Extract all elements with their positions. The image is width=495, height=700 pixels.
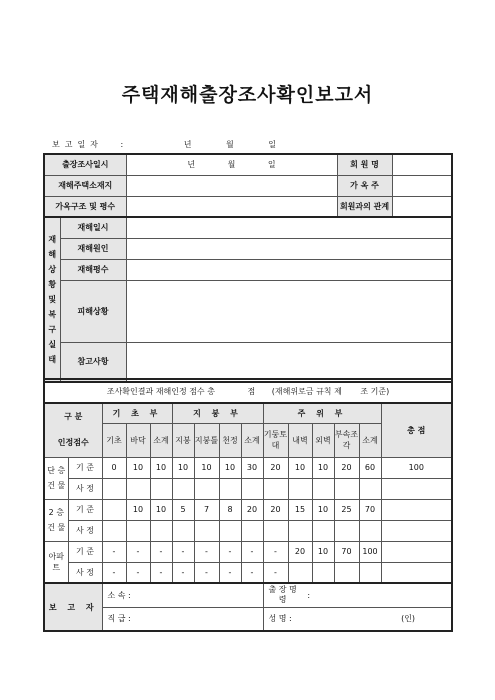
- score-cell: 20: [288, 541, 312, 562]
- notes-value[interactable]: [126, 342, 452, 382]
- disaster-area-value[interactable]: [126, 259, 452, 280]
- actual-cell[interactable]: [334, 478, 359, 499]
- score-cell: 20: [334, 457, 359, 478]
- sub-header: 내벽: [288, 423, 312, 457]
- structure-value[interactable]: [126, 196, 337, 217]
- actual-label: 사 정: [68, 562, 102, 583]
- score-cell: 10: [219, 457, 241, 478]
- structure-label: 가옥구조 및 평수: [44, 196, 126, 217]
- score-table: [43, 378, 453, 632]
- trip-order-field[interactable]: [263, 583, 452, 607]
- actual-cell[interactable]: -: [194, 562, 219, 583]
- score-cell: 30: [241, 457, 263, 478]
- actual-cell[interactable]: [263, 478, 288, 499]
- actual-cell[interactable]: [102, 520, 126, 541]
- total-cell: [381, 541, 452, 562]
- disaster-date-value[interactable]: [126, 217, 452, 238]
- score-cell: 70: [334, 541, 359, 562]
- actual-cell[interactable]: -: [263, 562, 288, 583]
- affiliation-field[interactable]: [102, 583, 263, 607]
- report-date-year: 년: [183, 140, 197, 149]
- score-cell: 5: [172, 499, 194, 520]
- score-text-4: 조 기준): [360, 386, 390, 396]
- score-cell: 20: [263, 457, 288, 478]
- survey-date-year: 년: [187, 160, 196, 170]
- disaster-area-label: 재해평수: [60, 259, 126, 280]
- total-header: 총 점: [381, 403, 452, 457]
- actual-total-cell[interactable]: [381, 562, 452, 583]
- actual-cell[interactable]: [288, 562, 312, 583]
- score-cell: 10: [288, 457, 312, 478]
- actual-cell[interactable]: [334, 520, 359, 541]
- trip-order-label: 출 장 명 령: [268, 585, 297, 605]
- actual-cell[interactable]: -: [102, 562, 126, 583]
- disaster-date-label: 재해일시: [60, 217, 126, 238]
- actual-total-cell[interactable]: [381, 478, 452, 499]
- actual-total-cell[interactable]: [381, 520, 452, 541]
- vert-char: 해: [48, 250, 57, 259]
- affiliation-label: 소 속 :: [107, 590, 131, 600]
- actual-cell[interactable]: [312, 520, 334, 541]
- std-label: 기 준: [68, 541, 102, 562]
- score-cell: 20: [241, 499, 263, 520]
- damage-value[interactable]: [126, 280, 452, 342]
- report-date-month: 월: [226, 140, 239, 149]
- sub-header: 기초: [102, 423, 126, 457]
- score-text-2: 점: [247, 386, 256, 396]
- rank-field[interactable]: [102, 607, 263, 631]
- actual-cell[interactable]: [263, 520, 288, 541]
- sub-header: 지붕틀: [194, 423, 219, 457]
- score-cell: 70: [359, 499, 381, 520]
- vert-char: 태: [48, 355, 57, 364]
- actual-cell[interactable]: [288, 520, 312, 541]
- vert-char: 실: [48, 340, 57, 349]
- disaster-section-label: [44, 217, 60, 382]
- actual-cell[interactable]: -: [172, 562, 194, 583]
- rank-label: 직 급 :: [107, 614, 131, 624]
- actual-cell[interactable]: [312, 562, 334, 583]
- actual-cell[interactable]: [194, 520, 219, 541]
- score-cell: -: [241, 541, 263, 562]
- score-cell: -: [263, 541, 288, 562]
- score-cell: 60: [359, 457, 381, 478]
- seal-mark: (인): [401, 614, 416, 624]
- actual-cell[interactable]: [102, 478, 126, 499]
- vert-char: 및: [48, 295, 57, 304]
- score-cell: 10: [126, 499, 150, 520]
- actual-cell[interactable]: [359, 562, 381, 583]
- report-date-label: 보고일자: [52, 140, 103, 149]
- actual-cell[interactable]: [172, 478, 194, 499]
- relation-value[interactable]: [392, 196, 452, 217]
- actual-cell[interactable]: -: [241, 562, 263, 583]
- name-label: 성 명 :: [268, 614, 292, 624]
- actual-label: 사 정: [68, 478, 102, 499]
- vert-char: 황: [48, 280, 57, 289]
- actual-cell[interactable]: [334, 562, 359, 583]
- score-cell: -: [102, 541, 126, 562]
- survey-info-table: [43, 153, 453, 383]
- sub-header: 지붕: [172, 423, 194, 457]
- disaster-cause-value[interactable]: [126, 238, 452, 259]
- vert-char: 복: [48, 310, 57, 319]
- recognition-label: 인정점수: [57, 438, 89, 448]
- row-label-two-story: 2 층 건 물: [44, 499, 68, 541]
- score-cell: 20: [263, 499, 288, 520]
- vert-char: 상: [48, 265, 57, 274]
- score-cell: 10: [194, 457, 219, 478]
- actual-cell[interactable]: [288, 478, 312, 499]
- notes-label: 참고사항: [60, 342, 126, 382]
- score-cell: 10: [126, 457, 150, 478]
- report-date-day: 일: [268, 140, 282, 149]
- gubun-header: [44, 403, 102, 457]
- report-date-colon: :: [120, 140, 129, 149]
- std-label: 기 준: [68, 457, 102, 478]
- total-cell: [381, 499, 452, 520]
- survey-date-label: 출장조사일시: [44, 154, 126, 175]
- sub-header: 소계: [359, 423, 381, 457]
- surround-group-header: 주 위 부: [263, 403, 381, 423]
- score-cell: -: [150, 541, 172, 562]
- address-label: 재해주택소재지: [44, 175, 126, 196]
- score-cell: -: [219, 541, 241, 562]
- sub-header: 기둥토대: [263, 423, 288, 457]
- sub-header: 바닥: [126, 423, 150, 457]
- score-text-1: 조사확인결과 재해인정 점수 총: [106, 386, 215, 396]
- score-cell: -: [126, 541, 150, 562]
- actual-cell[interactable]: [359, 520, 381, 541]
- score-cell: 7: [194, 499, 219, 520]
- actual-cell[interactable]: [126, 478, 150, 499]
- actual-cell[interactable]: [241, 478, 263, 499]
- member-name-label: 회 원 명: [337, 154, 392, 175]
- survey-date-value[interactable]: [126, 154, 337, 175]
- sub-header: 소계: [150, 423, 172, 457]
- total-cell: 100: [381, 457, 452, 478]
- actual-cell[interactable]: [150, 478, 172, 499]
- actual-cell[interactable]: [172, 520, 194, 541]
- sub-header: 천정: [219, 423, 241, 457]
- survey-date-day: 일: [267, 160, 276, 170]
- actual-cell[interactable]: [312, 478, 334, 499]
- vert-char: 구: [48, 325, 57, 334]
- document-title: 주택재해출장조사확인보고서: [121, 84, 374, 106]
- actual-cell[interactable]: [126, 520, 150, 541]
- score-cell: 0: [102, 457, 126, 478]
- score-summary-line: [44, 379, 452, 403]
- score-cell: -: [194, 541, 219, 562]
- score-cell: 25: [334, 499, 359, 520]
- vert-char: 재: [48, 235, 57, 244]
- relation-label: 회원과의 관계: [337, 196, 392, 217]
- report-date-line: [52, 139, 281, 150]
- gubun-label: 구 분: [64, 412, 83, 422]
- actual-cell[interactable]: [359, 478, 381, 499]
- score-cell: 10: [150, 457, 172, 478]
- actual-cell[interactable]: -: [150, 562, 172, 583]
- sub-header: 부속조각: [334, 423, 359, 457]
- survey-date-month: 월: [227, 160, 236, 170]
- actual-cell[interactable]: [150, 520, 172, 541]
- score-cell: 10: [150, 499, 172, 520]
- score-cell: 10: [312, 541, 334, 562]
- member-name-value[interactable]: [392, 154, 452, 175]
- actual-label: 사 정: [68, 520, 102, 541]
- score-cell: 15: [288, 499, 312, 520]
- signature-field[interactable]: [263, 607, 452, 631]
- sub-header: 소계: [241, 423, 263, 457]
- roof-group-header: 지 붕 부: [172, 403, 263, 423]
- household-value[interactable]: [392, 175, 452, 196]
- row-label-single: 단 층 건 물: [44, 457, 68, 499]
- score-cell: 10: [312, 457, 334, 478]
- actual-cell[interactable]: -: [219, 562, 241, 583]
- row-label-apartment: 아파트: [44, 541, 68, 583]
- actual-cell[interactable]: [219, 520, 241, 541]
- actual-cell[interactable]: [194, 478, 219, 499]
- score-cell: 8: [219, 499, 241, 520]
- sub-header: 외벽: [312, 423, 334, 457]
- actual-cell[interactable]: -: [126, 562, 150, 583]
- actual-cell[interactable]: [241, 520, 263, 541]
- actual-cell[interactable]: [219, 478, 241, 499]
- std-label: 기 준: [68, 499, 102, 520]
- household-label: 가 옥 주: [337, 175, 392, 196]
- damage-label: 피해상황: [60, 280, 126, 342]
- foundation-group-header: 기 초 부: [102, 403, 172, 423]
- disaster-cause-label: 재해원인: [60, 238, 126, 259]
- score-cell: -: [172, 541, 194, 562]
- score-cell: 100: [359, 541, 381, 562]
- score-cell: [102, 499, 126, 520]
- score-text-3: (재해위로금 규칙 제: [271, 386, 342, 396]
- score-cell: 10: [172, 457, 194, 478]
- address-value[interactable]: [126, 175, 337, 196]
- trip-order-colon: :: [307, 590, 311, 600]
- reporter-label: 보 고 자: [44, 583, 102, 631]
- score-cell: 10: [312, 499, 334, 520]
